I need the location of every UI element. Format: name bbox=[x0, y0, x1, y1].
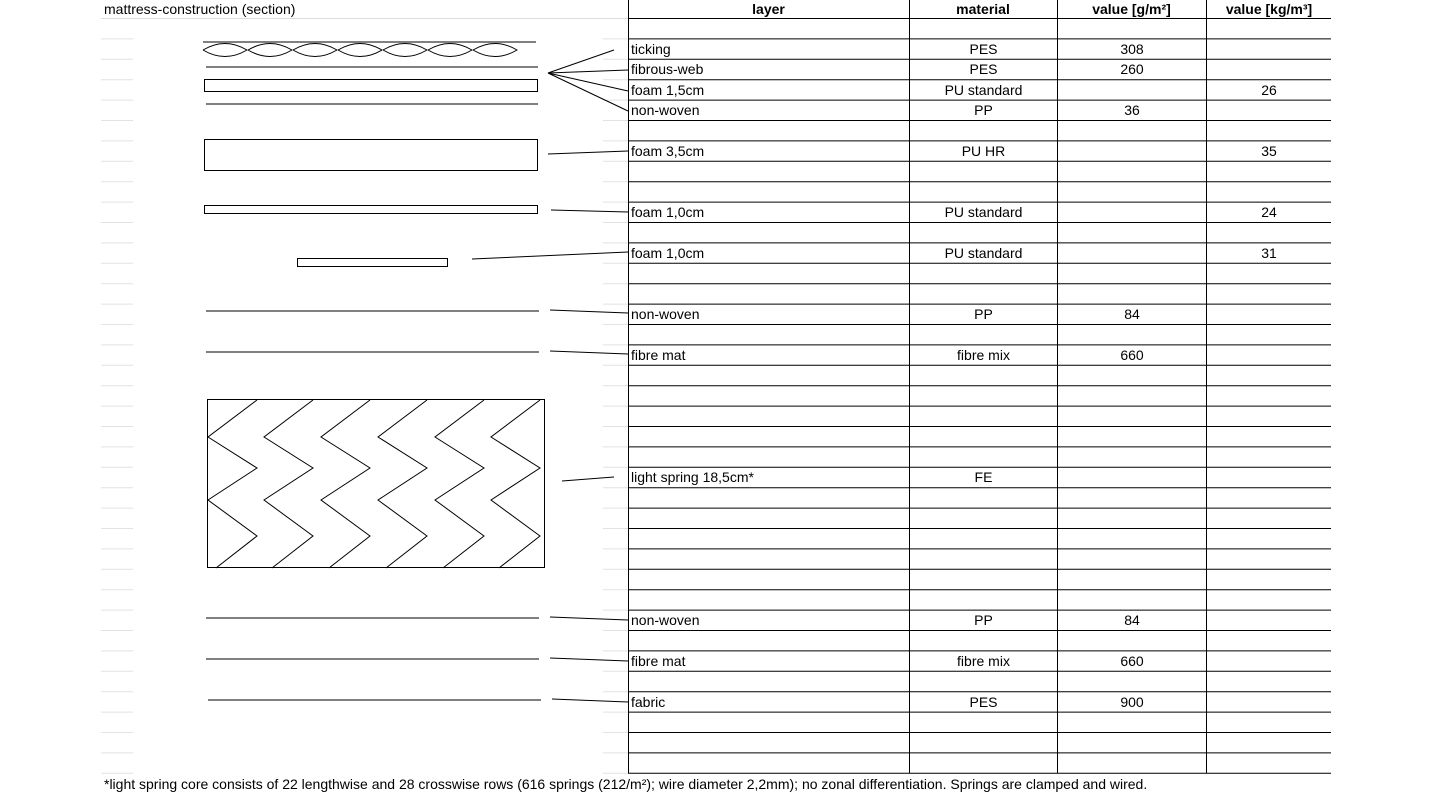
table-cell-gsm: 36 bbox=[1124, 102, 1140, 119]
leader-line bbox=[548, 73, 628, 91]
leader-line bbox=[550, 658, 628, 661]
leader-line bbox=[552, 699, 628, 702]
table-cell-kgm: 35 bbox=[1261, 142, 1277, 159]
leader-line bbox=[548, 50, 614, 73]
footnote: *light spring core consists of 22 lengthwise and 28 crosswise rows (616 springs (212/m²); wire diameter 2,2mm); no zonal differentiation. Springs are clamped and wired. bbox=[104, 776, 1148, 792]
table-cell-material: PU HR bbox=[961, 142, 1006, 159]
table-cell-material: PES bbox=[969, 693, 998, 710]
table-cell-material: PES bbox=[969, 61, 998, 78]
table-cell-layer: fibre mat bbox=[631, 652, 686, 669]
table-cell-kgm: 26 bbox=[1261, 81, 1277, 98]
layer-drawings bbox=[203, 42, 545, 700]
leader-line bbox=[548, 73, 628, 111]
table-cell-material: PU standard bbox=[944, 244, 1023, 261]
table-cell-material: PU standard bbox=[944, 81, 1023, 98]
table-cell-layer: light spring 18,5cm* bbox=[631, 469, 754, 486]
column-header-gsm: value [g/m²] bbox=[1092, 1, 1171, 17]
table-cell-layer: foam 3,5cm bbox=[631, 142, 705, 159]
table-cell-gsm: 660 bbox=[1120, 346, 1144, 363]
leader-line bbox=[548, 151, 628, 154]
leader-line bbox=[550, 617, 628, 620]
table-cell-material: PES bbox=[969, 40, 998, 57]
table-cell-layer: ticking bbox=[631, 40, 671, 57]
column-header-layer: layer bbox=[752, 1, 785, 17]
table-cell-gsm: 660 bbox=[1120, 652, 1144, 669]
foam-10-small-drawing bbox=[298, 259, 448, 267]
table-cell-material: PP bbox=[974, 102, 993, 119]
leader-line bbox=[550, 351, 628, 354]
table-cell-gsm: 308 bbox=[1120, 40, 1144, 57]
table-cell-gsm: 84 bbox=[1124, 306, 1140, 323]
leader-lines bbox=[472, 50, 628, 702]
leader-line bbox=[550, 310, 628, 313]
table-cell-layer: fibre mat bbox=[631, 346, 686, 363]
drawing-title: mattress-construction (section) bbox=[104, 1, 296, 17]
table-cell-layer: fabric bbox=[631, 693, 666, 710]
table-cell-layer: foam 1,0cm bbox=[631, 244, 705, 261]
table-cell-material: PU standard bbox=[944, 204, 1023, 221]
table-cell-layer: foam 1,0cm bbox=[631, 204, 705, 221]
table-cell-material: FE bbox=[974, 469, 993, 486]
table-cell-kgm: 24 bbox=[1261, 204, 1277, 221]
table-cell-layer: fibrous-web bbox=[631, 61, 704, 78]
leader-line bbox=[472, 252, 628, 259]
table-cell-gsm: 84 bbox=[1124, 612, 1140, 629]
table-cell-layer: non-woven bbox=[631, 306, 700, 323]
column-header-material: material bbox=[956, 1, 1010, 17]
foam-15-drawing bbox=[205, 80, 538, 92]
table-cell-layer: foam 1,5cm bbox=[631, 81, 705, 98]
foam-35-drawing bbox=[205, 140, 538, 171]
ticking-drawing bbox=[203, 44, 517, 57]
table-cell-layer: non-woven bbox=[631, 612, 700, 629]
leader-line bbox=[551, 210, 628, 212]
table-cell-layer: non-woven bbox=[631, 102, 700, 119]
table-cell-gsm: 900 bbox=[1120, 693, 1144, 710]
table-cell-material: fibre mix bbox=[957, 652, 1010, 669]
leader-line bbox=[548, 70, 628, 73]
spring-core-drawing bbox=[208, 400, 545, 568]
table-cell-material: PP bbox=[974, 306, 993, 323]
table-cell-material: fibre mix bbox=[957, 346, 1010, 363]
foam-10-drawing bbox=[205, 206, 538, 214]
leader-line bbox=[562, 477, 614, 481]
spring-zigzag-drawing bbox=[208, 400, 540, 568]
table-cell-gsm: 260 bbox=[1120, 61, 1144, 78]
column-header-kgm: value [kg/m³] bbox=[1225, 1, 1313, 17]
table-cell-material: PP bbox=[974, 612, 993, 629]
table-cell-kgm: 31 bbox=[1261, 244, 1277, 261]
